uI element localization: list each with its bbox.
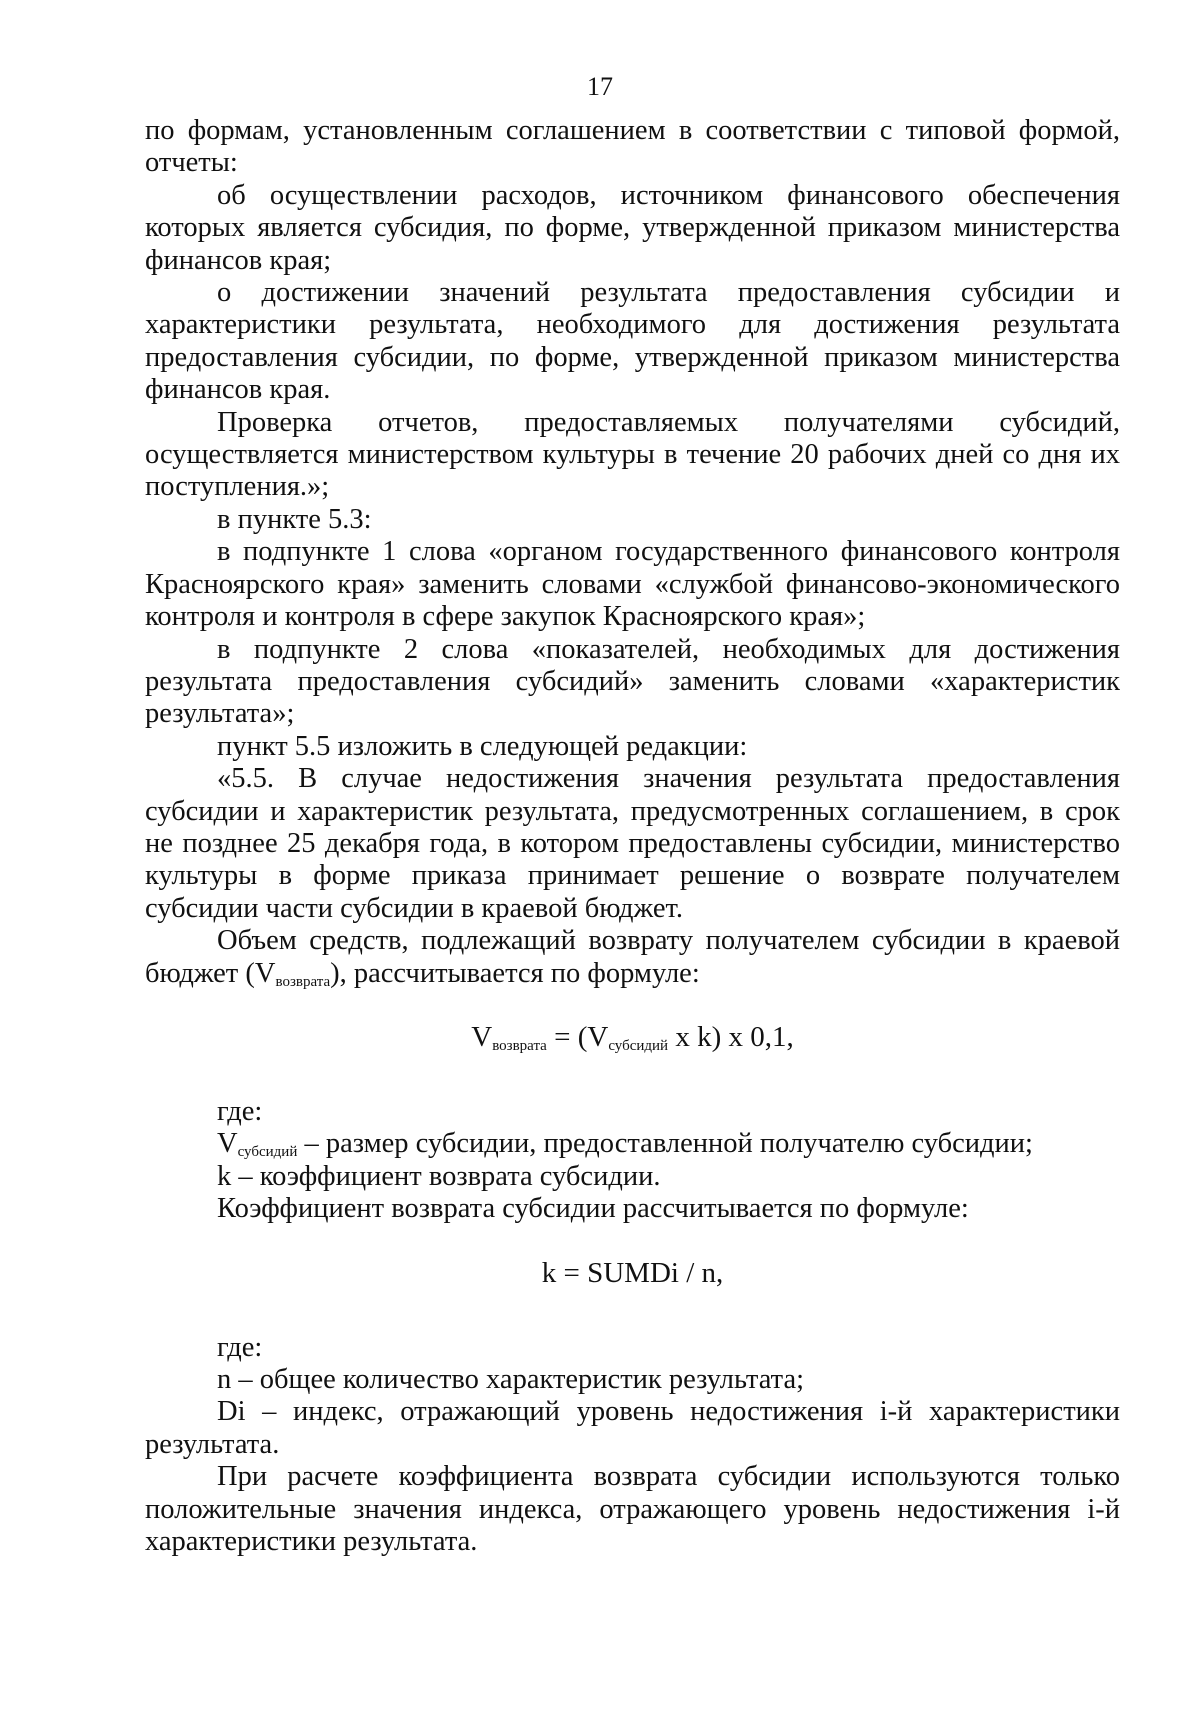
paragraph-report-check: Проверка отчетов, предоставляемых получателями субсидий, осуществляется министерством культуры в течение 20 рабочих дней со дня их поступления.»; bbox=[145, 406, 1120, 503]
formula-refund-volume bbox=[145, 1020, 1120, 1054]
paragraph-positive-values: При расчете коэффициента возврата субсидии используются только положительные значения индекса, отражающего уровень недостижения i-й характеристики результата. bbox=[145, 1461, 1120, 1558]
formula1-sub-subsidies: субсидий bbox=[608, 1037, 669, 1054]
paragraph-expenses-report: об осуществлении расходов, источником финансового обеспечения которых является субсидия, по форме, утвержденной приказом министерства финансов края; bbox=[145, 179, 1120, 276]
definition-di: Di – индекс, отражающий уровень недостижения i-й характеристики результата. bbox=[145, 1396, 1120, 1460]
refund-volume-text-before: Объем средств, подлежащий возврату получателем субсидии в краевой бюджет (V bbox=[145, 925, 1120, 989]
paragraph-clause-5-3: в пункте 5.3: bbox=[217, 503, 372, 535]
paragraph-subclause-2: в подпункте 2 слова «показателей, необходимых для достижения результата предоставления субсидий» заменить словами «характеристик результата»; bbox=[145, 633, 1120, 730]
refund-volume-text-after: ), рассчитывается по формуле: bbox=[330, 957, 700, 989]
paragraph-subclause-1: в подпункте 1 слова «органом государственного финансового контроля Красноярского края» заменить словами «службой финансово-экономического контроля и контроля в сфере закупок Красноярского края»; bbox=[145, 536, 1120, 633]
paragraph-clause-5-5-intro: пункт 5.5 изложить в следующей редакции: bbox=[217, 730, 748, 762]
page-number: 17 bbox=[587, 72, 613, 101]
definition-n: n – общее количество характеристик результата; bbox=[217, 1364, 805, 1395]
refund-volume-subscript: возврата bbox=[275, 973, 331, 990]
definition-v-subsidies bbox=[145, 1128, 1120, 1160]
paragraph-results-report: о достижении значений результата предоставления субсидии и характеристики результата, необходимого для достижения результата предоставления субсидии, по форме, утвержденной приказом министерства финансов края. bbox=[145, 277, 1120, 406]
where-label-2: где: bbox=[217, 1331, 263, 1363]
definition-v: V bbox=[217, 1128, 238, 1160]
paragraph-clause-5-5: «5.5. В случае недостижения значения результата предоставления субсидии и характеристик результата, предусмотренных соглашением, в срок не позднее 25 декабря года, в котором предоставлены субсидии, министерство культуры в форме приказа принимает решение о возврате получателем субсидии части субсидии в краевой бюджет. bbox=[145, 763, 1120, 924]
coefficient-formula-intro: Коэффициент возврата субсидии рассчитывается по формуле: bbox=[217, 1193, 969, 1225]
formula1-mid: = (V bbox=[546, 1020, 609, 1053]
definition-v-text: – размер субсидии, предоставленной получателю субсидии; bbox=[297, 1128, 1033, 1160]
formula1-sub-refund: возврата bbox=[492, 1037, 547, 1054]
formula-coefficient: k = SUMDi / n, bbox=[541, 1256, 724, 1289]
definition-v-sub: субсидий bbox=[237, 1144, 298, 1161]
where-label-1: где: bbox=[217, 1095, 263, 1127]
document-body bbox=[145, 115, 1120, 1558]
paragraph-reports-intro: по формам, установленным соглашением в соответствии с типовой формой, отчеты: bbox=[145, 115, 1120, 179]
formula1-rest: x k) x 0,1, bbox=[668, 1020, 794, 1053]
formula1-v: V bbox=[471, 1020, 493, 1053]
definition-k: k – коэффициент возврата субсидии. bbox=[217, 1160, 661, 1192]
paragraph-refund-volume bbox=[145, 925, 1120, 990]
